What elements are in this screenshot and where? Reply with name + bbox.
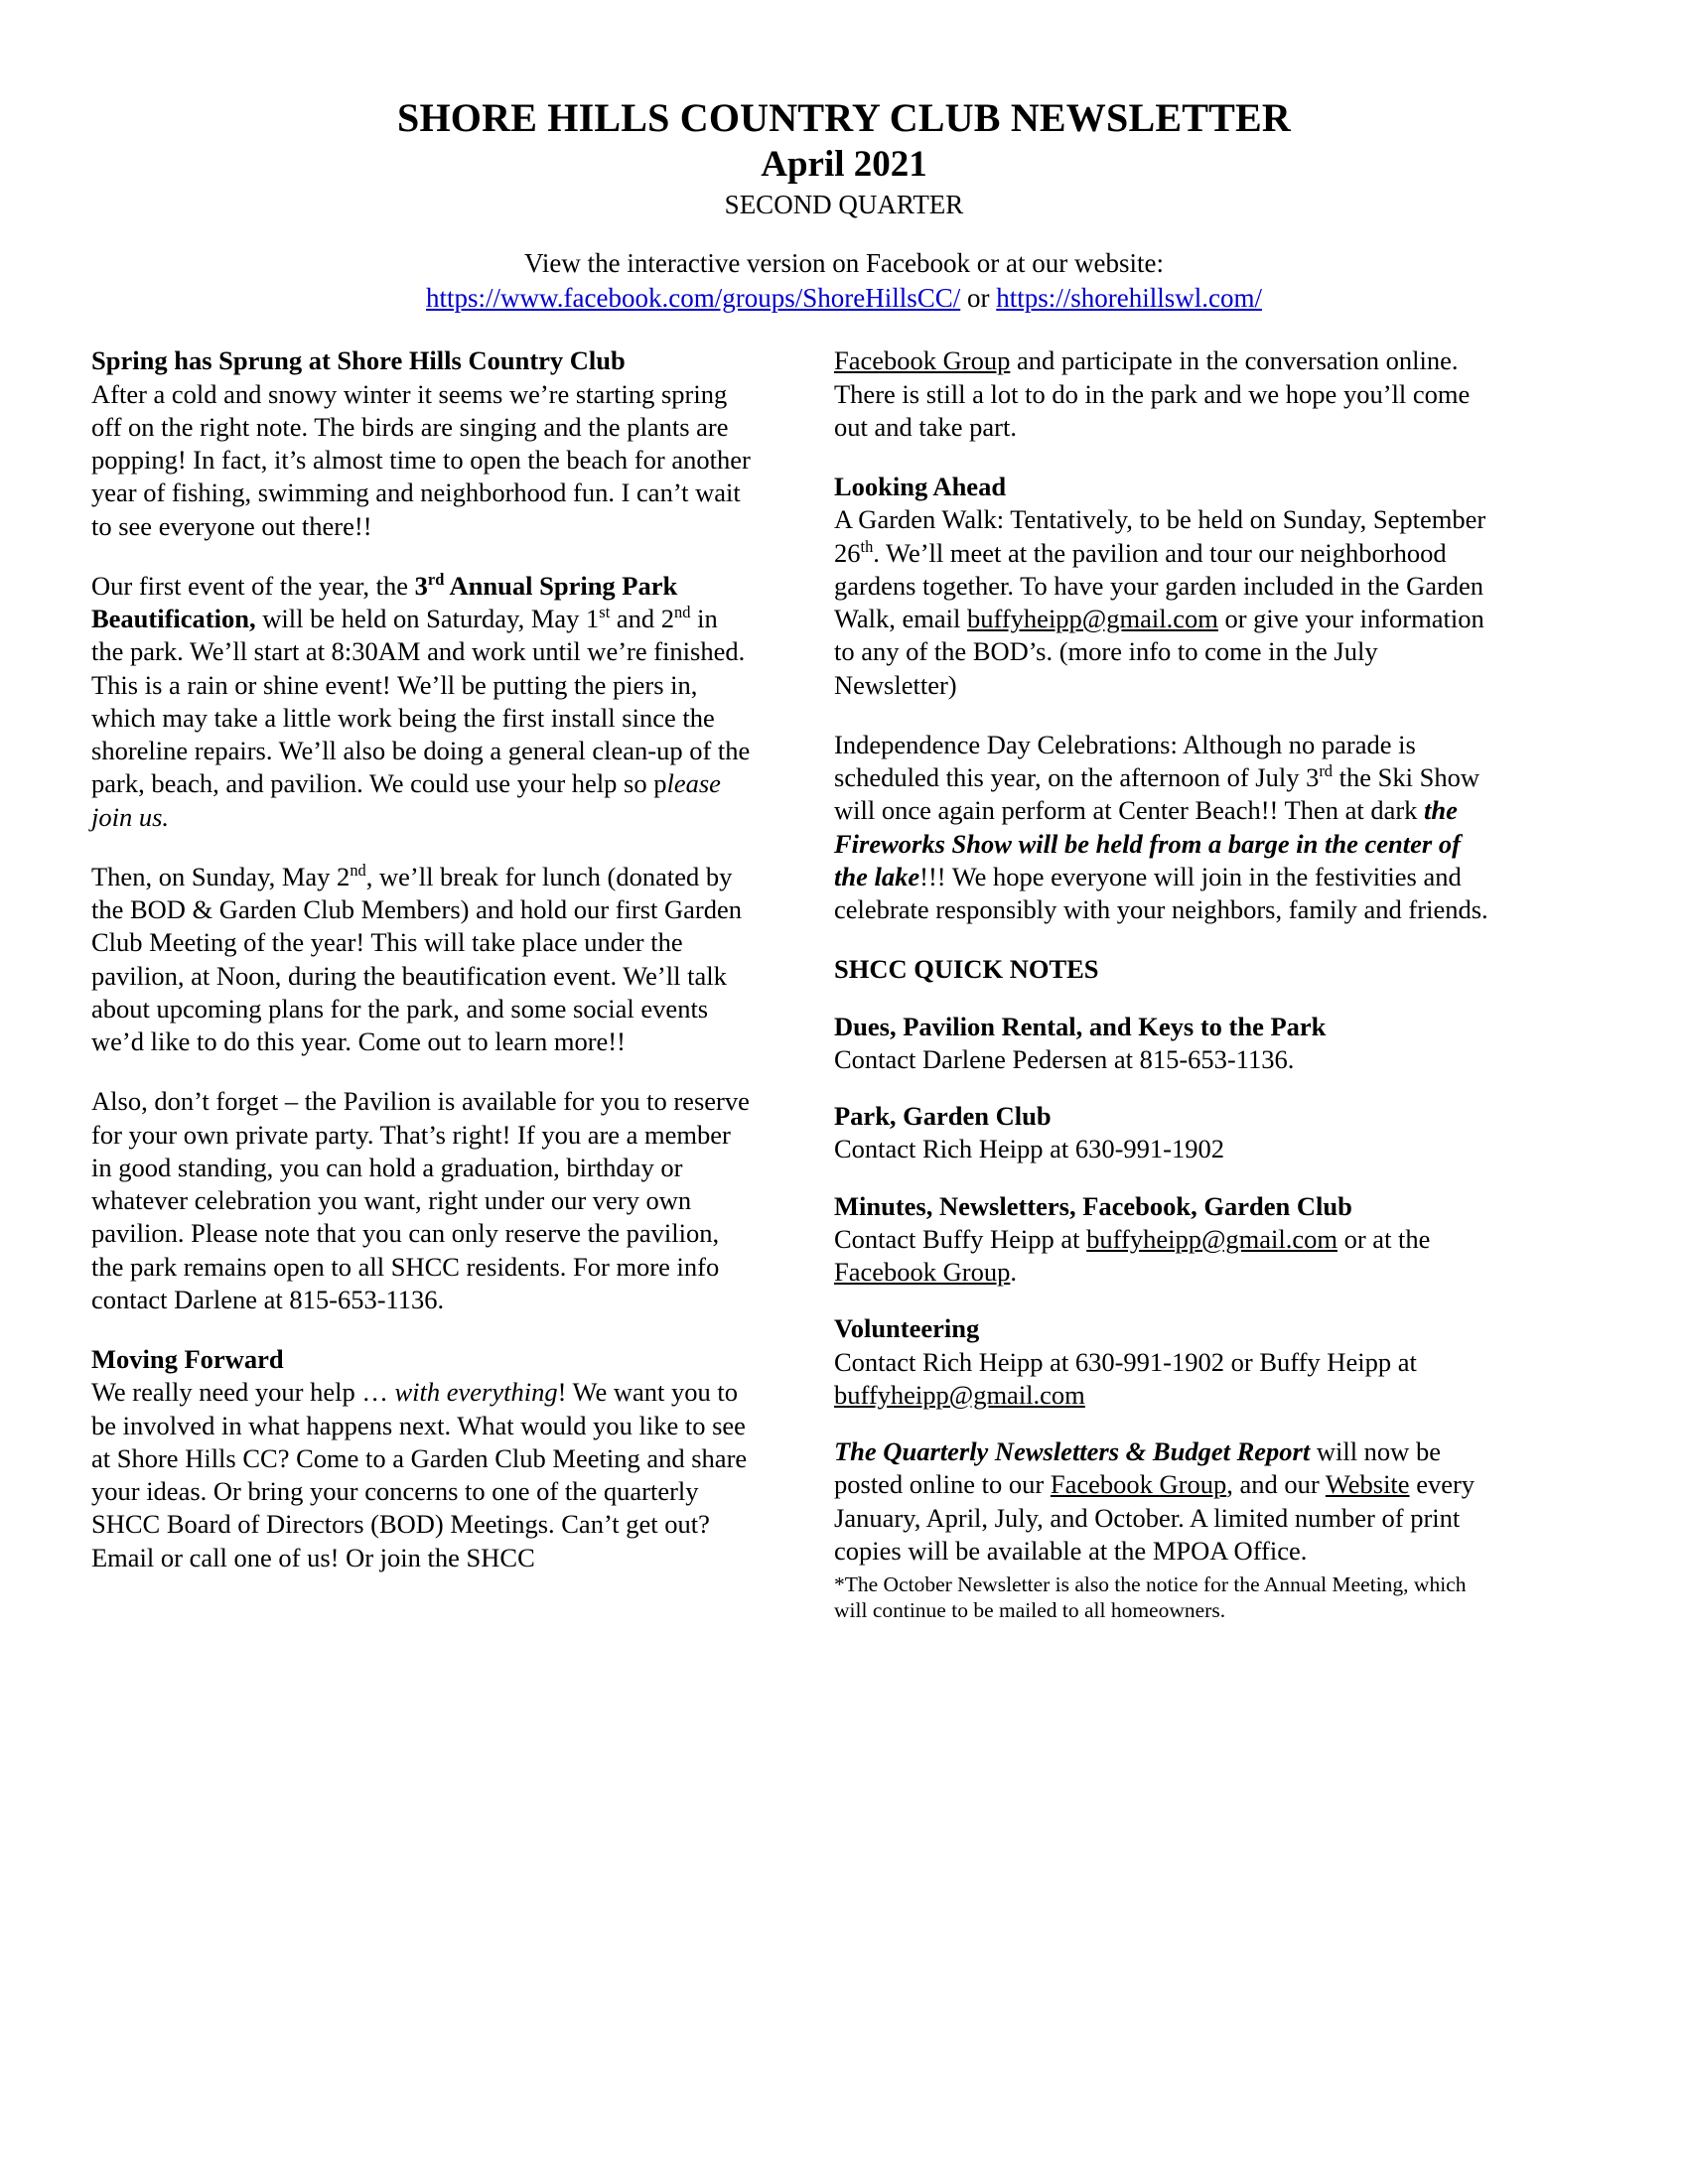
volunteering-email-link[interactable]: buffyheipp@gmail.com: [834, 1379, 1085, 1410]
beautification-ordinal-suffix: rd: [427, 570, 445, 589]
quick-note-park-body: Contact Rich Heipp at 630-991-1902: [834, 1134, 1225, 1164]
quick-note-volunteering-heading: Volunteering: [834, 1313, 980, 1344]
beautification-text-d: in the park. We’ll start at 8:30AM and work until we’re finished. This is a rain or shine event! We’ll be putting the piers in, which may take a little work being the first install since the shoreline repairs. We’ll also be doing a general clean-up of the park, beach, and pavilion. We could use your help so p: [91, 604, 751, 799]
closing-text-a: will now be posted online to our: [834, 1436, 1441, 1500]
beautification-event-name: Annual Spring Park Beautification,: [91, 570, 678, 634]
lunch-text-b: , we’ll break for lunch (donated by the BOD & Garden Club Members) and hold our first Garden Club Meeting of the year! This will take place under the pavilion, at Noon, during the beautification event. We’ll talk about upcoming plans for the park, and some social events we’d like to do this year. Come out to learn more!!: [91, 861, 742, 1057]
please-join-us-italic: lease join us.: [91, 768, 721, 832]
beautification-text-a: Our first event of the year, the: [91, 570, 415, 601]
lunch-text-a: Then, on Sunday, May 2: [91, 861, 351, 891]
garden-walk-email-link[interactable]: buffyheipp@gmail.com: [967, 604, 1218, 634]
july-date-suffix: rd: [1319, 761, 1334, 781]
view-online-note: View the interactive version on Facebook or at our website:: [524, 248, 1164, 279]
facebook-group-link-closing[interactable]: Facebook Group: [1050, 1469, 1227, 1500]
closing-text-c: every January, April, July, and October. A limited number of print copies will be available at the MPOA Office.: [834, 1469, 1476, 1566]
continuation-paragraph: [834, 344, 1497, 444]
beautification-text-c: and 2: [610, 604, 675, 634]
garden-text-b: . We’ll meet at the pavilion and tour our neighborhood gardens together. To have your garden included in the Garden Walk, email: [834, 537, 1484, 634]
minutes-text-a: Contact Buffy Heipp at: [834, 1223, 1087, 1254]
spring-paragraph: After a cold and snowy winter it seems we’re starting spring off on the right note. The birds are singing and the plants are popping! In fact, it’s almost time to open the beach for another year of fishing, swimming and neighborhood fun. I can’t wait to see everyone out there!!: [91, 378, 751, 541]
quarterly-newsletter-paragraph: [834, 1435, 1497, 1568]
website-link-closing[interactable]: Website: [1325, 1469, 1410, 1500]
quick-note-dues-body: Contact Darlene Pedersen at 815-653-1136.: [834, 1043, 1295, 1074]
quarterly-newsletter-emphasis: The Quarterly Newsletters & Budget Report: [834, 1436, 1311, 1467]
quick-note-park-garden: [834, 1100, 1497, 1166]
july-text-c: !!! We hope everyone will join in the festivities and celebrate responsibly with your neighbors, family and friends.: [834, 861, 1488, 925]
moving-forward-paragraph: [91, 1376, 755, 1574]
facebook-group-link-top[interactable]: Facebook Group: [834, 345, 1011, 376]
beautification-ordinal-number: 3: [414, 570, 428, 601]
moving-forward-heading: Moving Forward: [91, 1344, 284, 1375]
issue-date: April 2021: [761, 144, 927, 186]
july-text-a: Independence Day Celebrations: Although no parade is scheduled this year, on the afternoon of July 3: [834, 729, 1416, 793]
quick-note-minutes-heading: Minutes, Newsletters, Facebook, Garden Club: [834, 1190, 1352, 1221]
quick-note-park-heading: Park, Garden Club: [834, 1101, 1052, 1132]
masthead: [91, 94, 1597, 315]
may-second-suffix: nd: [674, 603, 691, 622]
garden-walk-paragraph: [834, 503, 1497, 702]
beautification-text-b: will be held on Saturday, May 1: [255, 604, 600, 634]
fireworks-show-emphasis: the Fireworks Show will be held from a barge in the center of the lake: [834, 795, 1461, 891]
quick-note-volunteering: [834, 1312, 1497, 1412]
looking-ahead-heading: Looking Ahead: [834, 472, 1007, 502]
links-separator: or: [960, 282, 997, 313]
may-first-suffix: st: [599, 603, 611, 622]
right-column: [834, 344, 1497, 1623]
minutes-text-c: .: [1010, 1257, 1017, 1288]
two-column-body: [91, 344, 1597, 1623]
garden-date-suffix: th: [860, 536, 874, 556]
moving-text-a: We really need your help …: [91, 1377, 395, 1408]
garden-text-c: or give your information to any of the BOD’s. (more info to come in the July Newsletter): [834, 604, 1484, 700]
quick-note-minutes-body: [834, 1223, 1497, 1290]
july-text-b: the Ski Show will once again perform at Center Beach!! Then at dark: [834, 762, 1479, 826]
closing-text-b: , and our: [1226, 1469, 1326, 1500]
masthead-spacer: [91, 220, 1597, 246]
website-url-link[interactable]: https://shorehillswl.com/: [996, 282, 1262, 313]
annual-meeting-footnote: *The October Newsletter is also the notice for the Annual Meeting, which will continue to be mailed to all homeowners.: [834, 1572, 1467, 1623]
independence-day-paragraph: [834, 729, 1497, 927]
quick-note-minutes: [834, 1190, 1497, 1290]
continuation-text: and participate in the conversation online. There is still a lot to do in the park and we hope you’ll come out and take part.: [834, 345, 1471, 442]
pavilion-rental-paragraph: Also, don’t forget – the Pavilion is available for you to reserve for your own private party. That’s right! If you are a member in good standing, you can hold a graduation, birthday or whatever celebration you want, right under our very own pavilion. Please note that you can only reserve the pavilion, the park remains open to all SHCC residents. For more info contact Darlene at 815-653-1136.: [91, 1086, 750, 1314]
minutes-text-b: or at the: [1336, 1223, 1431, 1254]
quick-note-dues: [834, 1011, 1497, 1077]
with-everything-italic: with everything: [394, 1377, 558, 1408]
lunch-meeting-paragraph: [91, 861, 755, 1059]
quick-note-volunteering-body: [834, 1346, 1497, 1413]
quick-note-dues-heading: Dues, Pavilion Rental, and Keys to the Park: [834, 1011, 1327, 1041]
left-column: [91, 344, 755, 1574]
moving-text-b: ! We want you to be involved in what happens next. What would you like to see at Shore Hills CC? Come to a Garden Club Meeting and share your ideas. Or bring your concerns to one of the quarterly SHCC Board of Directors (BOD) Meetings. Can’t get out? Email or call one of us! Or join the SHCC: [91, 1377, 748, 1572]
beautification-paragraph: [91, 570, 755, 834]
page-title: SHORE HILLS COUNTRY CLUB NEWSLETTER: [397, 95, 1291, 140]
masthead-links: [91, 281, 1597, 316]
issue-quarter: SECOND QUARTER: [724, 189, 964, 219]
lunch-date-suffix: nd: [350, 861, 366, 880]
volunteering-text-a: Contact Rich Heipp at 630-991-1902 or Buffy Heipp at: [834, 1346, 1417, 1377]
facebook-group-url-link[interactable]: https://www.facebook.com/groups/ShoreHillsCC/: [426, 282, 961, 313]
spring-heading: Spring has Sprung at Shore Hills Country Club: [91, 345, 626, 376]
quick-notes-heading: SHCC QUICK NOTES: [834, 954, 1099, 985]
garden-text-a: A Garden Walk: Tentatively, to be held on Sunday, September 26: [834, 504, 1486, 568]
minutes-email-link[interactable]: buffyheipp@gmail.com: [1086, 1223, 1337, 1254]
facebook-group-link-minutes[interactable]: Facebook Group: [834, 1257, 1011, 1288]
